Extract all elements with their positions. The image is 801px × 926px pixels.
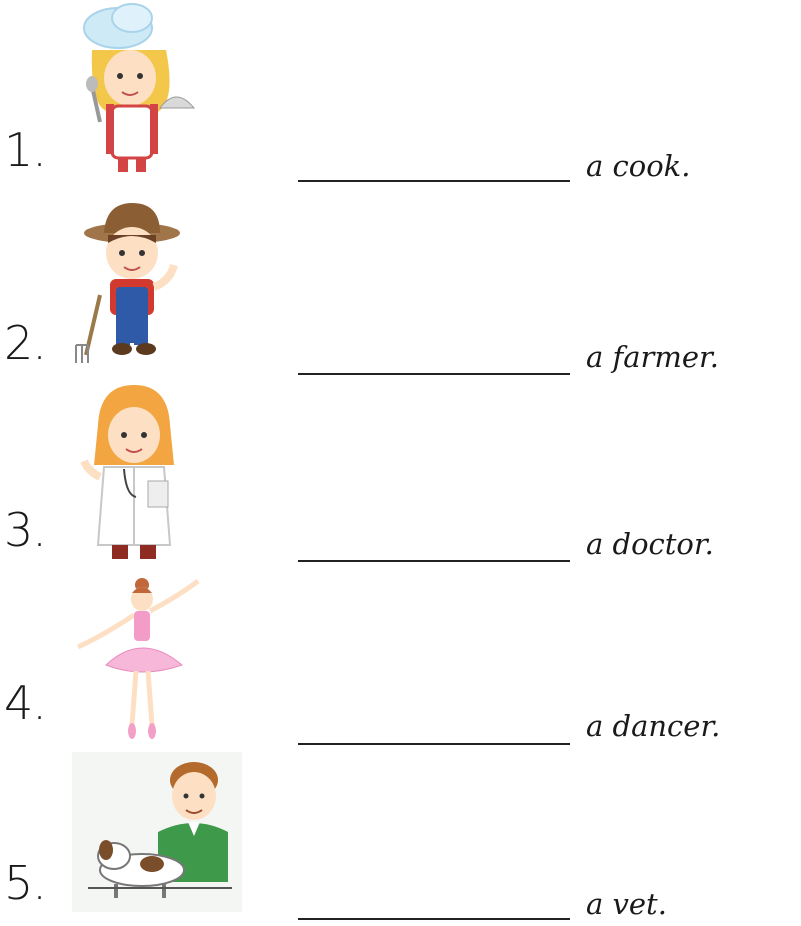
answer-blank[interactable] [298, 918, 570, 920]
answer-blank[interactable] [298, 560, 570, 562]
doctor-icon [70, 385, 200, 565]
job-phrase: a farmer. [586, 340, 719, 374]
item-number: 5. [4, 856, 46, 910]
job-phrase: a vet. [586, 887, 667, 921]
item-number: 4. [4, 676, 46, 730]
item-number: 3. [4, 503, 46, 557]
job-phrase: a cook. [586, 149, 691, 183]
item-number: 1. [4, 123, 46, 177]
cook-icon [70, 0, 210, 180]
job-phrase: a doctor. [586, 527, 714, 561]
vet-icon [72, 752, 242, 912]
dancer-icon [70, 575, 210, 745]
item-number: 2. [4, 316, 46, 370]
answer-blank[interactable] [298, 180, 570, 182]
answer-blank[interactable] [298, 373, 570, 375]
farmer-icon [70, 195, 200, 365]
job-phrase: a dancer. [586, 709, 721, 743]
answer-blank[interactable] [298, 743, 570, 745]
